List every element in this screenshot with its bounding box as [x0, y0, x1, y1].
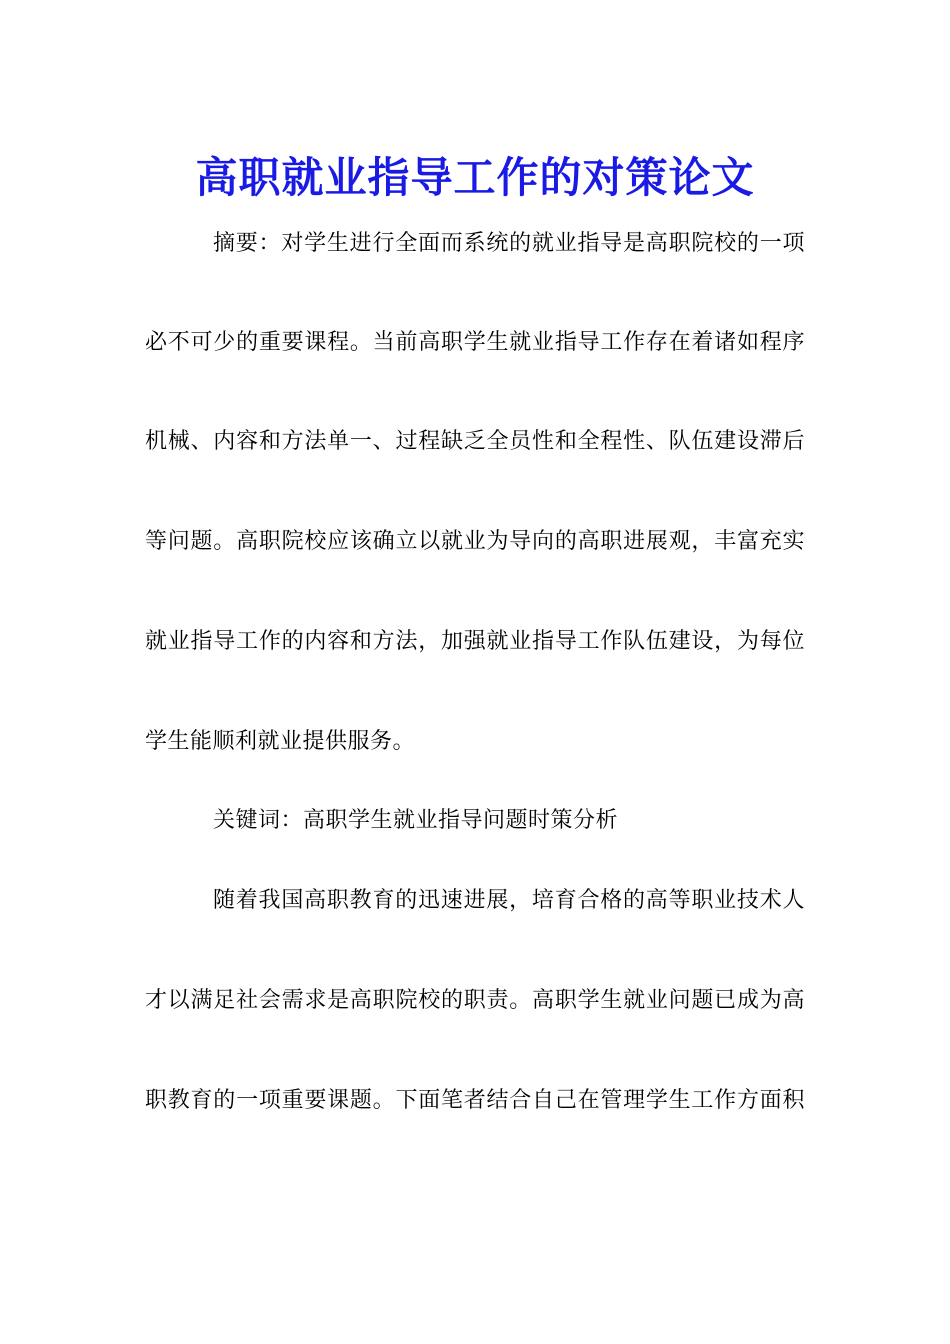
body-line: 职教育的一项重要课题。下面笔者结合自己在管理学生工作方面积	[145, 1088, 805, 1113]
abstract-line: 摘要：对学生进行全面而系统的就业指导是高职院校的一项	[213, 231, 805, 256]
abstract-line: 就业指导工作的内容和方法，加强就业指导工作队伍建设，为每位	[145, 629, 805, 654]
abstract-line: 必不可少的重要课程。当前高职学生就业指导工作存在着诸如程序	[145, 330, 805, 355]
abstract-line: 学生能顺利就业提供服务。	[145, 729, 416, 754]
abstract-line: 等问题。高职院校应该确立以就业为导向的高职进展观，丰富充实	[145, 529, 805, 554]
page-title: 高职就业指导工作的对策论文	[195, 153, 755, 203]
body-line: 才以满足社会需求是高职院校的职责。高职学生就业问题已成为高	[145, 988, 805, 1013]
keywords-line: 关键词：高职学生就业指导问题时策分析	[213, 808, 619, 833]
body-line: 随着我国高职教育的迅速进展，培育合格的高等职业技术人	[213, 888, 805, 913]
abstract-line: 机械、内容和方法单一、过程缺乏全员性和全程性、队伍建设滞后	[145, 429, 805, 454]
